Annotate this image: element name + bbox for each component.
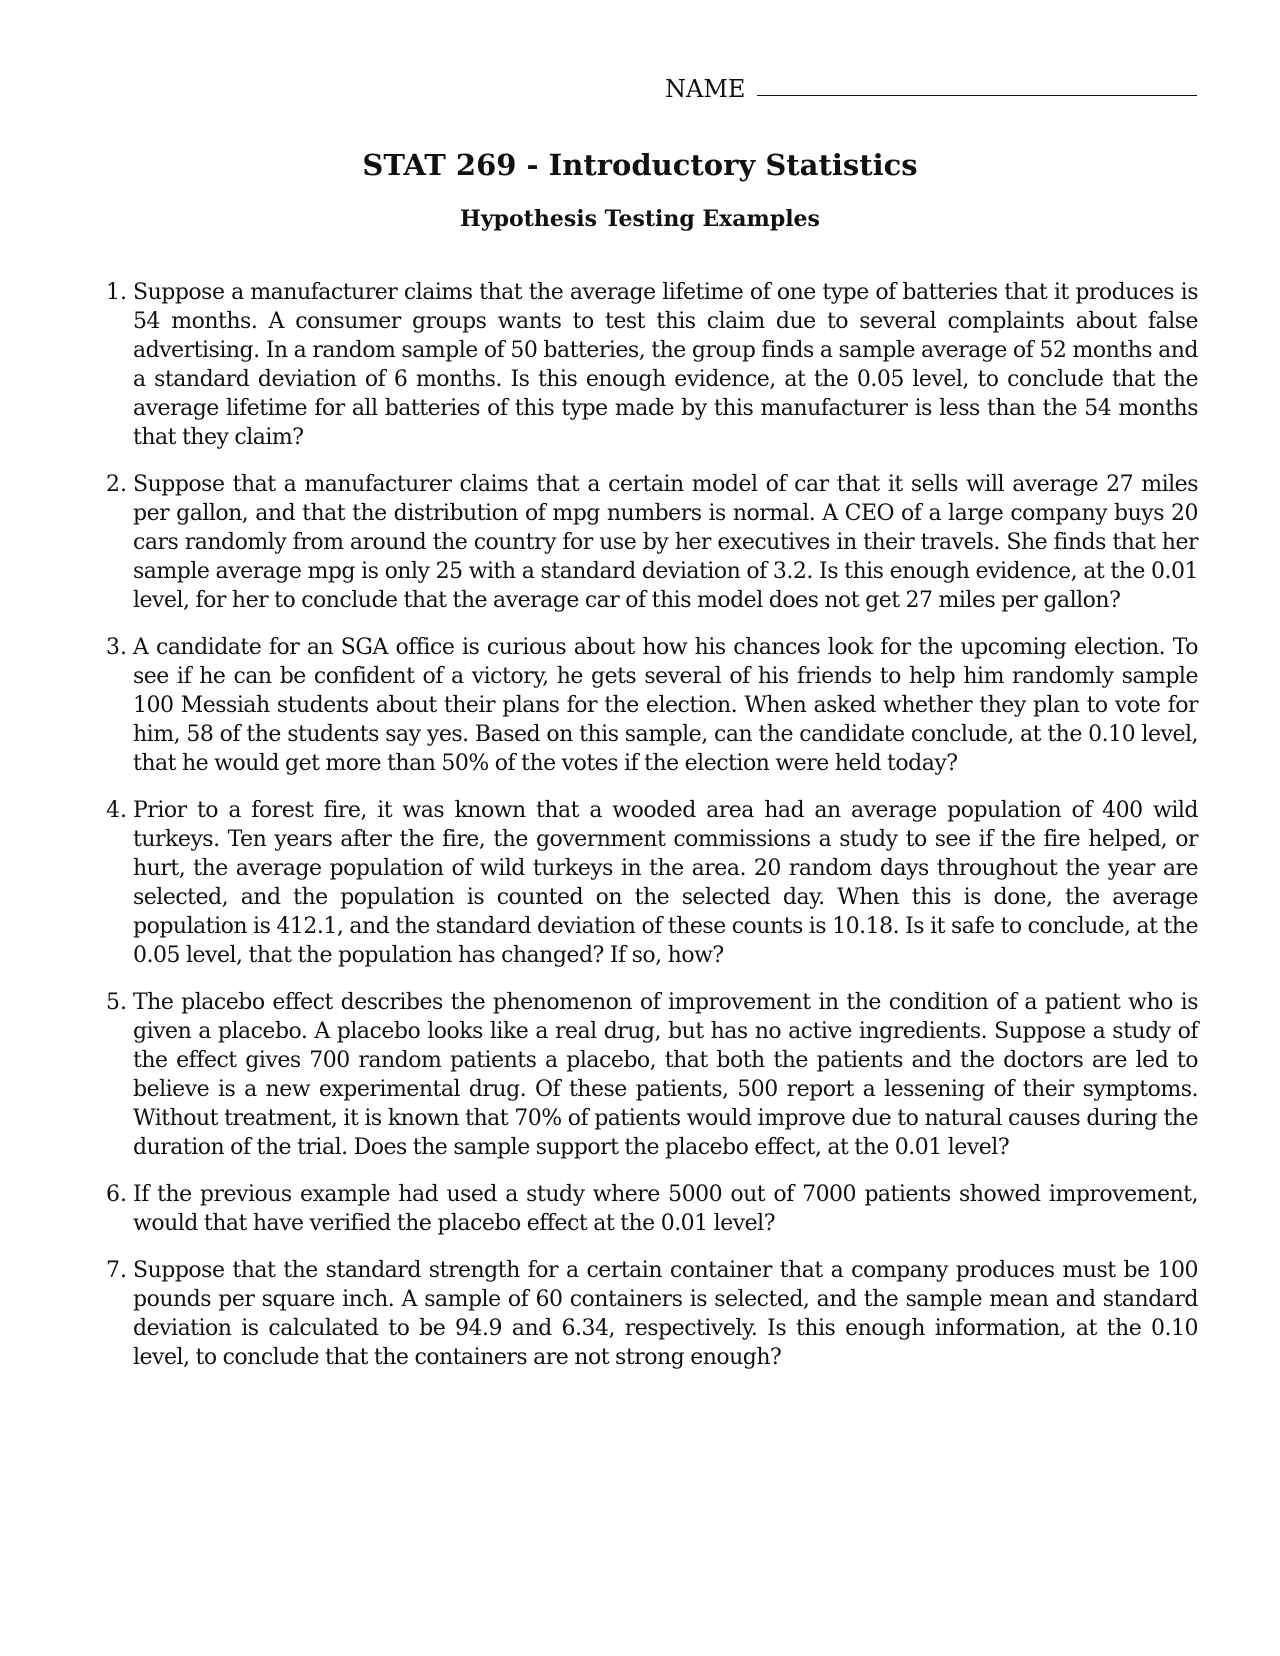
problem-list [94, 278, 1198, 1390]
problem-item [94, 988, 1198, 1162]
problem-text: If the previous example had used a study where 5000 out of 7000 patients showed improvement, would that have verified the placebo effect at the 0.01 level? [133, 1182, 1198, 1236]
page-subtitle: Hypothesis Testing Examples [460, 206, 820, 232]
problem-item [94, 470, 1198, 615]
problem-item [94, 633, 1198, 778]
name-field [665, 70, 1197, 104]
problem-item [94, 1256, 1198, 1372]
problem-number: 1. [106, 280, 127, 305]
problem-text: The placebo effect describes the phenomenon of improvement in the condition of a patient who is given a placebo. A placebo looks like a real drug, but has no active ingredients. Suppose a study of the effect gives 700 random patients a placebo, that both the patients and the doctors are led to believe is a new experimental drug. Of these patients, 500 report a lessening of their symptoms. Without treatment, it is known that 70% of patients would improve due to natural causes during the duration of the trial. Does the sample support the placebo effect, at the 0.01 level? [133, 990, 1198, 1160]
problem-item [94, 796, 1198, 970]
problem-number: 3. [106, 635, 127, 660]
problem-number: 7. [106, 1258, 127, 1283]
problem-text: Suppose a manufacturer claims that the average lifetime of one type of batteries that it produces is 54 months. A consumer groups wants to test this claim due to several complaints about false advertising. In a random sample of 50 batteries, the group finds a sample average of 52 months and a standard deviation of 6 months. Is this enough evidence, at the 0.05 level, to conclude that the average lifetime for all batteries of this type made by this manufacturer is less than the 54 months that they claim? [133, 280, 1198, 450]
problem-text: Suppose that a manufacturer claims that a certain model of car that it sells will average 27 miles per gallon, and that the distribution of mpg numbers is normal. A CEO of a large company buys 20 cars randomly from around the country for use by her executives in their travels. She finds that her sample average mpg is only 25 with a standard deviation of 3.2. Is this enough evidence, at the 0.01 level, for her to conclude that the average car of this model does not get 27 miles per gallon? [133, 472, 1198, 613]
problem-text: A candidate for an SGA office is curious about how his chances look for the upcoming election. To see if he can be confident of a victory, he gets several of his friends to help him randomly sample 100 Messiah students about their plans for the election. When asked whether they plan to vote for him, 58 of the students say yes. Based on this sample, can the candidate conclude, at the 0.10 level, that he would get more than 50% of the votes if the election were held today? [133, 635, 1198, 776]
name-label: NAME [665, 75, 746, 103]
name-blank-line [757, 95, 1197, 96]
problem-text: Suppose that the standard strength for a certain container that a company produces must be 100 pounds per square inch. A sample of 60 containers is selected, and the sample mean and standard deviation is calculated to be 94.9 and 6.34, respectively. Is this enough information, at the 0.10 level, to conclude that the containers are not strong enough? [133, 1258, 1198, 1370]
problem-number: 2. [106, 472, 127, 497]
problem-text: Prior to a forest fire, it was known that a wooded area had an average population of 400 wild turkeys. Ten years after the fire, the government commissions a study to see if the fire helped, or hurt, the average population of wild turkeys in the area. 20 random days throughout the year are selected, and the population is counted on the selected day. When this is done, the average population is 412.1, and the standard deviation of these counts is 10.18. Is it safe to conclude, at the 0.05 level, that the population has changed? If so, how? [133, 798, 1198, 968]
problem-number: 5. [106, 990, 127, 1015]
problem-number: 6. [106, 1182, 127, 1207]
page-title: STAT 269 - Introductory Statistics [362, 148, 918, 182]
problem-item [94, 1180, 1198, 1238]
problem-number: 4. [106, 798, 127, 823]
problem-item [94, 278, 1198, 452]
